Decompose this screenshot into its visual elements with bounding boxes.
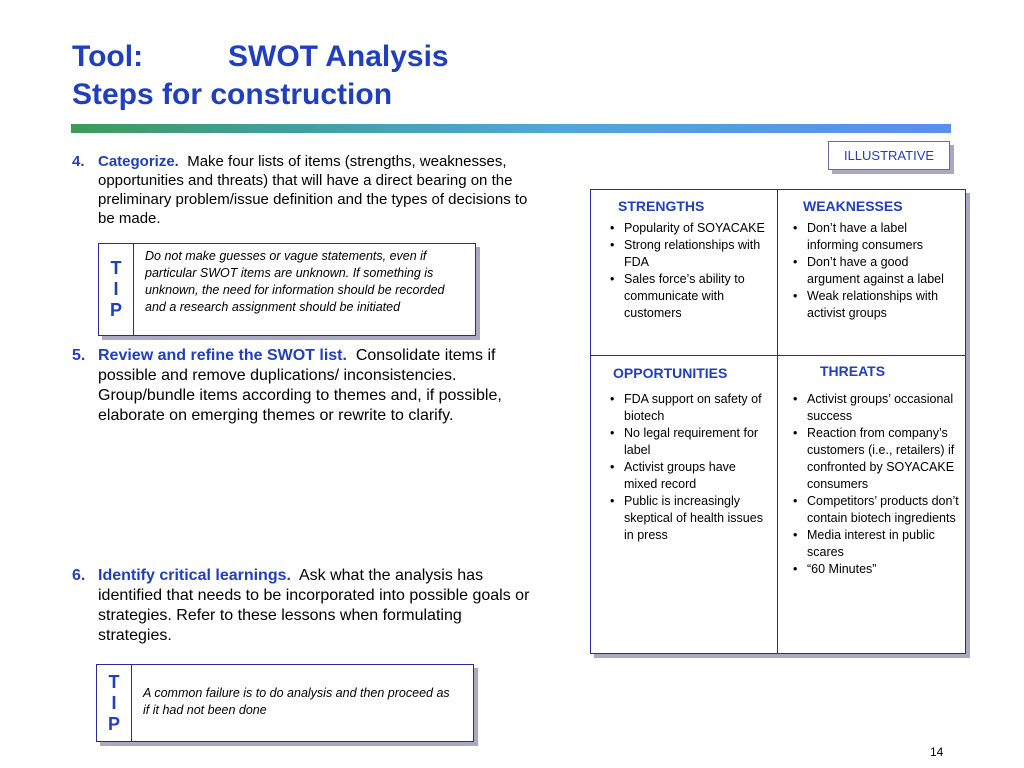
step-heading: Review and refine the SWOT list. (98, 347, 347, 364)
tip-letter: I (113, 279, 119, 299)
title-line-1 (72, 38, 449, 76)
step-heading: Categorize. (98, 153, 179, 170)
opportunities-heading: OPPORTUNITIES (613, 365, 728, 381)
threats-item: • Competitors’ products don’t contain biotech ingredients (793, 493, 959, 527)
opportunities-list (610, 391, 770, 544)
tip-text: Do not make guesses or vague statements, even if particular SWOT items are unknown. If something is unknown, the need for information should be recorded and a research assignment should be initiated (145, 249, 445, 314)
threats-item: • “60 Minutes” (793, 561, 959, 578)
swot-grid (590, 189, 966, 654)
grid-divider-vertical (777, 190, 778, 653)
weaknesses-item: • Don’t have a label informing consumers (793, 220, 955, 254)
threats-list (793, 391, 959, 578)
step-text: Make four lists of items (strengths, weaknesses, opportunities and threats) that will have a direct bearing on the preliminary problem/issue definition and the types of decisions to be made. (98, 153, 528, 227)
tip-text: A common failure is to do analysis and then proceed as if it had not been done (143, 686, 450, 717)
tip-box-2 (96, 664, 474, 742)
title-prefix: Tool: (72, 40, 144, 73)
tip-letter: P (107, 713, 120, 734)
step-text: Consolidate items if possible and remove duplications/ inconsistencies. Group/bundle items according to themes and, if possible, elaborate on emerging themes or rewrite to clarify. (98, 347, 502, 424)
weaknesses-item: • Don’t have a good argument against a label (793, 254, 955, 288)
step-number: 6. (72, 567, 86, 584)
step-number: 5. (72, 347, 86, 364)
step-number: 4. (72, 153, 85, 170)
title-gradient-rule (71, 124, 951, 133)
weaknesses-item: • Weak relationships with activist groups (793, 288, 955, 322)
slide-title (72, 38, 449, 114)
opportunities-item: • No legal requirement for label (610, 425, 770, 459)
step-body (98, 346, 548, 426)
opportunities-item: • Activist groups have mixed record (610, 459, 770, 493)
threats-heading: THREATS (820, 363, 886, 379)
threats-item: • Media interest in public scares (793, 527, 959, 561)
tip-letter: T (108, 671, 120, 692)
grid-divider-horizontal (591, 355, 965, 356)
tip-letter: T (110, 258, 122, 278)
strengths-item: • Sales force’s ability to communicate with customers (610, 271, 770, 322)
strengths-item: • Popularity of SOYACAKE (610, 220, 770, 237)
tip-letter: I (111, 692, 117, 713)
step-text: Ask what the analysis has identified that needs to be incorporated into possible goals or strategies. Refer to these lessons when formulating strategies. (98, 567, 530, 644)
threats-item: • Activist groups’ occasional success (793, 391, 959, 425)
tip-letters (99, 244, 134, 335)
threats-item: • Reaction from company’s customers (i.e., retailers) if confronted by SOYACAKE consumers (793, 425, 959, 493)
tip-box-1 (98, 243, 476, 336)
title-main: SWOT Analysis (228, 40, 449, 73)
opportunities-item: • FDA support on safety of biotech (610, 391, 770, 425)
page-number: 14 (930, 745, 944, 759)
weaknesses-list (793, 220, 955, 322)
title-line-2: Steps for construction (72, 78, 393, 111)
strengths-heading: STRENGTHS (618, 198, 705, 214)
step-body (98, 566, 532, 646)
tip-letters (97, 665, 132, 741)
illustrative-badge: ILLUSTRATIVE (828, 141, 950, 170)
step-heading: Identify critical learnings. (98, 567, 291, 584)
opportunities-item: • Public is increasingly skeptical of health issues in press (610, 493, 770, 544)
weaknesses-heading: WEAKNESSES (803, 198, 903, 214)
step-body (98, 152, 542, 228)
strengths-item: • Strong relationships with FDA (610, 237, 770, 271)
tip-letter: P (109, 300, 122, 320)
strengths-list (610, 220, 770, 322)
